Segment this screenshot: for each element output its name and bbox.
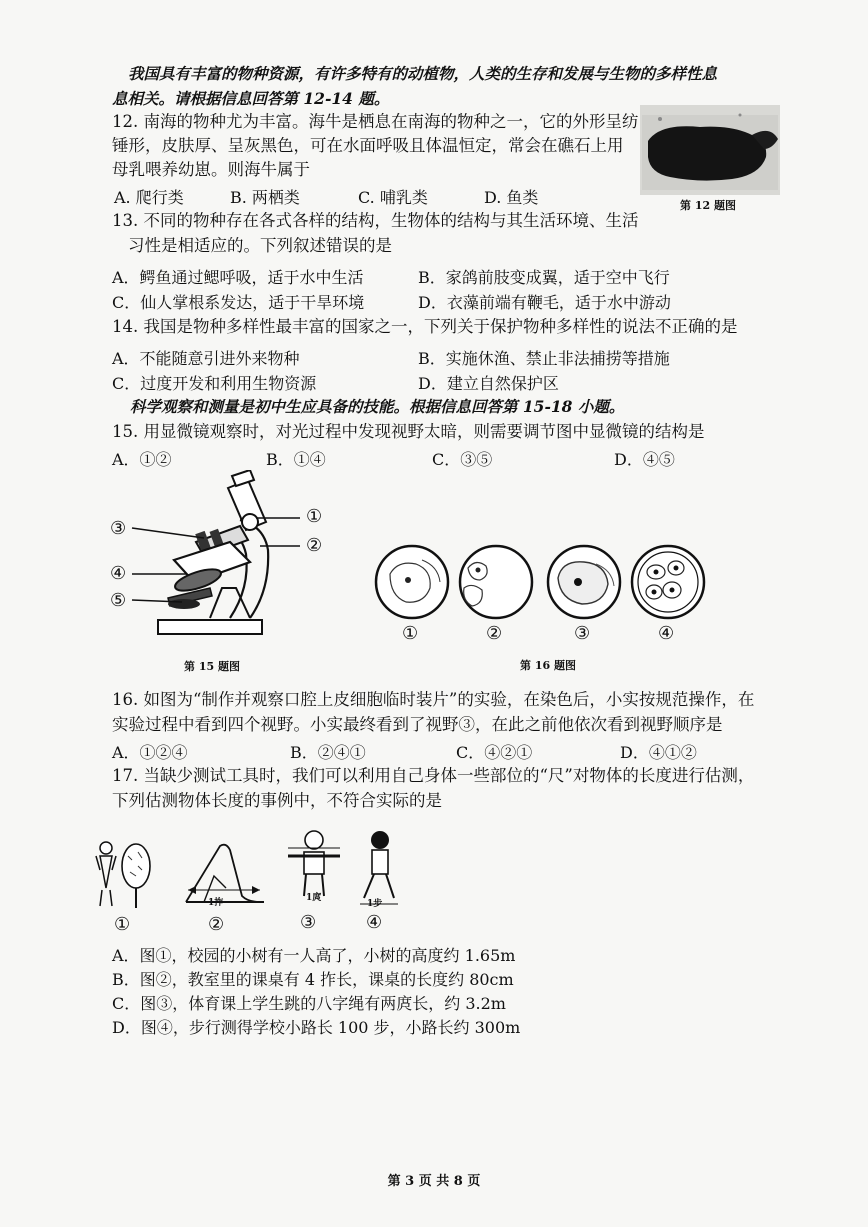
q13-stem-line2: 习性是相适应的。下列叙述错误的是 <box>128 236 392 255</box>
q14-option-a[interactable]: A．不能随意引进外来物种 <box>112 349 300 368</box>
intro-15-18: 科学观察和测量是初中生应具备的技能。根据信息回答第 15-18 小题。 <box>130 397 625 416</box>
microscope-views-figure <box>372 540 712 625</box>
q15-figure-caption: 第 15 题图 <box>184 660 240 673</box>
microscope-label-4: ④ <box>110 563 127 584</box>
microscope-label-1: ① <box>306 506 323 527</box>
step-tag: 1步 <box>367 899 383 909</box>
q12-option-d[interactable]: D. 鱼类 <box>484 188 539 207</box>
q15-option-a[interactable]: A．①② <box>112 450 172 469</box>
q16-option-d[interactable]: D．④①② <box>620 743 697 762</box>
q17-stem-line1: 17. 当缺少测试工具时，我们可以利用自己身体一些部位的“尺”对物体的长度进行估测， <box>112 766 755 785</box>
q16-option-b[interactable]: B．②④① <box>290 743 366 762</box>
q16-stem-line2: 实验过程中看到四个视野。小实最终看到了视野③，在此之前他依次看到视野顺序是 <box>112 715 723 734</box>
q16-stem-line1: 16. 如图为“制作并观察口腔上皮细胞临时装片”的实验，在染色后，小实按规范操作，在 <box>112 690 755 709</box>
page-footer: 第 3 页 共 8 页 <box>387 1174 481 1189</box>
q12-stem-line1: 12. 南海的物种尤为丰富。海牛是栖息在南海的物种之一，它的外形呈纺 <box>112 112 639 131</box>
intro-12-14-line1: 我国具有丰富的物种资源，有许多特有的动植物，人类的生存和发展与生物的多样性息 <box>128 64 718 83</box>
q16-option-c[interactable]: C．④②① <box>456 743 533 762</box>
view-label-2: ② <box>486 623 503 644</box>
span-tag: 1拃 <box>208 898 224 908</box>
q12-stem-line3: 母乳喂养幼崽。则海牛属于 <box>112 160 310 179</box>
q16-option-a[interactable]: A．①②④ <box>112 743 188 762</box>
q15-option-b[interactable]: B．①④ <box>266 450 326 469</box>
q13-option-d[interactable]: D．衣藻前端有鞭毛，适于水中游动 <box>418 293 671 312</box>
q15-option-c[interactable]: C．③⑤ <box>432 450 493 469</box>
view-label-4: ④ <box>658 623 675 644</box>
microscope-label-3: ③ <box>110 518 127 539</box>
q13-stem-line1: 13. 不同的物种存在各式各样的结构，生物体的结构与其生活环境、生活 <box>112 211 639 230</box>
q12-option-c[interactable]: C. 哺乳类 <box>358 188 428 207</box>
arm-span-tag: 1庹 <box>306 893 322 903</box>
microscope-figure <box>100 470 340 645</box>
q13-option-c[interactable]: C．仙人掌根系发达，适于干旱环境 <box>112 293 365 312</box>
q12-option-a[interactable]: A. 爬行类 <box>114 188 184 207</box>
intro-12-14-line2: 息相关。请根据信息回答第 12-14 题。 <box>112 89 390 108</box>
q14-option-d[interactable]: D．建立自然保护区 <box>418 374 559 393</box>
body-fig-label-3: ③ <box>300 912 317 933</box>
q15-stem: 15. 用显微镜观察时，对光过程中发现视野太暗，则需要调节图中显微镜的结构是 <box>112 422 705 441</box>
q17-stem-line2: 下列估测物体长度的事例中，不符合实际的是 <box>112 791 442 810</box>
q17-option-d[interactable]: D．图④，步行测得学校小路长 100 步，小路长约 300m <box>112 1018 521 1037</box>
q12-stem-line2: 锤形，皮肤厚、呈灰黑色，可在水面呼吸且体温恒定，常会在礁石上用 <box>112 136 624 155</box>
q17-option-b[interactable]: B．图②，教室里的课桌有 4 拃长，课桌的长度约 80cm <box>112 970 514 989</box>
q14-option-b[interactable]: B．实施休渔、禁止非法捕捞等措施 <box>418 349 670 368</box>
q14-option-c[interactable]: C．过度开发和利用生物资源 <box>112 374 317 393</box>
manatee-photo <box>640 105 780 195</box>
q13-option-b[interactable]: B．家鸽前肢变成翼，适于空中飞行 <box>418 268 670 287</box>
q13-option-a[interactable]: A．鳄鱼通过鳃呼吸，适于水中生活 <box>112 268 364 287</box>
q12-figure-caption: 第 12 题图 <box>680 199 736 212</box>
body-ruler-figures <box>92 826 402 918</box>
body-fig-label-2: ② <box>208 914 225 935</box>
microscope-label-2: ② <box>306 535 323 556</box>
microscope-label-5: ⑤ <box>110 590 127 611</box>
q12-option-b[interactable]: B. 两栖类 <box>230 188 300 207</box>
q16-figure-caption: 第 16 题图 <box>520 659 576 672</box>
view-label-1: ① <box>402 623 419 644</box>
q17-option-a[interactable]: A．图①，校园的小树有一人高了，小树的高度约 1.65m <box>112 946 516 965</box>
q17-option-c[interactable]: C．图③，体育课上学生跳的八字绳有两庹长，约 3.2m <box>112 994 506 1013</box>
view-label-3: ③ <box>574 623 591 644</box>
body-fig-label-1: ① <box>114 914 131 935</box>
body-fig-label-4: ④ <box>366 912 383 933</box>
q14-stem: 14. 我国是物种多样性最丰富的国家之一，下列关于保护物种多样性的说法不正确的是 <box>112 317 738 336</box>
q15-option-d[interactable]: D．④⑤ <box>614 450 675 469</box>
